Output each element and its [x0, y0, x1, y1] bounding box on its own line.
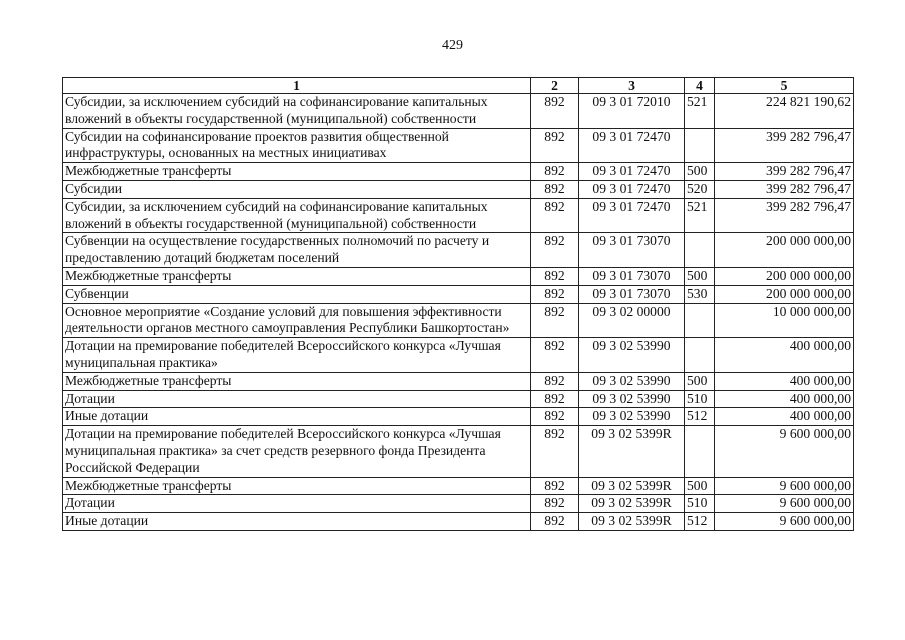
row-amount: 400 000,00 — [715, 372, 854, 390]
row-amount: 9 600 000,00 — [715, 426, 854, 477]
row-name: Дотации — [63, 495, 531, 513]
row-grbs-code: 892 — [531, 477, 579, 495]
row-amount: 9 600 000,00 — [715, 513, 854, 531]
table-header-row — [63, 78, 854, 94]
row-target-article: 09 3 01 73070 — [579, 285, 685, 303]
row-name: Дотации на премирование победителей Всероссийского конкурса «Лучшая муниципальная практика» за счет средств резервного фонда Президента Российской Федерации — [63, 426, 531, 477]
row-amount: 400 000,00 — [715, 408, 854, 426]
row-grbs-code: 892 — [531, 303, 579, 338]
row-expense-type: 521 — [685, 94, 715, 129]
row-expense-type: 500 — [685, 372, 715, 390]
row-amount: 224 821 190,62 — [715, 94, 854, 129]
row-name: Иные дотации — [63, 408, 531, 426]
table-row — [63, 338, 854, 373]
row-target-article: 09 3 02 53990 — [579, 408, 685, 426]
row-expense-type: 510 — [685, 495, 715, 513]
row-grbs-code: 892 — [531, 390, 579, 408]
row-amount: 400 000,00 — [715, 390, 854, 408]
row-target-article: 09 3 01 72470 — [579, 198, 685, 233]
row-target-article: 09 3 01 72470 — [579, 180, 685, 198]
budget-table — [62, 77, 854, 531]
row-amount: 400 000,00 — [715, 338, 854, 373]
row-expense-type — [685, 128, 715, 163]
row-name: Межбюджетные трансферты — [63, 163, 531, 181]
table-row — [63, 128, 854, 163]
row-target-article: 09 3 02 5399R — [579, 495, 685, 513]
row-expense-type: 512 — [685, 408, 715, 426]
row-target-article: 09 3 01 72470 — [579, 163, 685, 181]
row-grbs-code: 892 — [531, 163, 579, 181]
row-expense-type: 510 — [685, 390, 715, 408]
row-grbs-code: 892 — [531, 180, 579, 198]
row-name: Субсидии, за исключением субсидий на софинансирование капитальных вложений в объекты государственной (муниципальной) собственности — [63, 198, 531, 233]
row-amount: 10 000 000,00 — [715, 303, 854, 338]
page-number: 429 — [442, 38, 463, 53]
row-target-article: 09 3 02 53990 — [579, 390, 685, 408]
row-amount: 399 282 796,47 — [715, 163, 854, 181]
row-grbs-code: 892 — [531, 338, 579, 373]
table-row — [63, 198, 854, 233]
row-name: Субсидии на софинансирование проектов развития общественной инфраструктуры, основанных на местных инициативах — [63, 128, 531, 163]
table-row — [63, 303, 854, 338]
header-col-4: 4 — [685, 78, 715, 94]
row-amount: 200 000 000,00 — [715, 285, 854, 303]
row-target-article: 09 3 02 5399R — [579, 426, 685, 477]
row-target-article: 09 3 02 53990 — [579, 338, 685, 373]
row-grbs-code: 892 — [531, 128, 579, 163]
row-grbs-code: 892 — [531, 426, 579, 477]
row-grbs-code: 892 — [531, 285, 579, 303]
row-amount: 9 600 000,00 — [715, 477, 854, 495]
row-target-article: 09 3 01 73070 — [579, 267, 685, 285]
table-row — [63, 390, 854, 408]
header-col-2: 2 — [531, 78, 579, 94]
row-grbs-code: 892 — [531, 233, 579, 268]
row-expense-type — [685, 426, 715, 477]
row-expense-type — [685, 338, 715, 373]
row-amount: 399 282 796,47 — [715, 128, 854, 163]
row-name: Субвенции — [63, 285, 531, 303]
table-row — [63, 408, 854, 426]
row-amount: 200 000 000,00 — [715, 233, 854, 268]
table-row — [63, 267, 854, 285]
row-expense-type: 500 — [685, 163, 715, 181]
row-expense-type — [685, 233, 715, 268]
table-row — [63, 94, 854, 129]
row-expense-type: 521 — [685, 198, 715, 233]
row-grbs-code: 892 — [531, 495, 579, 513]
row-expense-type — [685, 303, 715, 338]
row-target-article: 09 3 01 72010 — [579, 94, 685, 129]
row-grbs-code: 892 — [531, 198, 579, 233]
table-row — [63, 285, 854, 303]
row-grbs-code: 892 — [531, 267, 579, 285]
row-expense-type: 512 — [685, 513, 715, 531]
row-name: Основное мероприятие «Создание условий для повышения эффективности деятельности органов местного самоуправления Республики Башкортостан» — [63, 303, 531, 338]
budget-table-body — [63, 78, 854, 531]
row-name: Межбюджетные трансферты — [63, 477, 531, 495]
table-row — [63, 372, 854, 390]
row-amount: 399 282 796,47 — [715, 180, 854, 198]
row-name: Иные дотации — [63, 513, 531, 531]
table-row — [63, 233, 854, 268]
table-row — [63, 495, 854, 513]
header-col-3: 3 — [579, 78, 685, 94]
row-expense-type: 520 — [685, 180, 715, 198]
row-target-article: 09 3 01 72470 — [579, 128, 685, 163]
row-target-article: 09 3 02 5399R — [579, 477, 685, 495]
row-name: Дотации на премирование победителей Всероссийского конкурса «Лучшая муниципальная практика» — [63, 338, 531, 373]
row-grbs-code: 892 — [531, 372, 579, 390]
row-grbs-code: 892 — [531, 408, 579, 426]
table-row — [63, 513, 854, 531]
row-name: Дотации — [63, 390, 531, 408]
row-amount: 399 282 796,47 — [715, 198, 854, 233]
row-name: Субвенции на осуществление государственных полномочий по расчету и предоставлению дотаций бюджетам поселений — [63, 233, 531, 268]
table-row — [63, 477, 854, 495]
table-row — [63, 163, 854, 181]
row-target-article: 09 3 02 53990 — [579, 372, 685, 390]
row-amount: 200 000 000,00 — [715, 267, 854, 285]
row-grbs-code: 892 — [531, 513, 579, 531]
row-name: Субсидии, за исключением субсидий на софинансирование капитальных вложений в объекты государственной (муниципальной) собственности — [63, 94, 531, 129]
row-amount: 9 600 000,00 — [715, 495, 854, 513]
row-name: Межбюджетные трансферты — [63, 372, 531, 390]
row-target-article: 09 3 02 5399R — [579, 513, 685, 531]
row-name: Межбюджетные трансферты — [63, 267, 531, 285]
row-name: Субсидии — [63, 180, 531, 198]
table-row — [63, 426, 854, 477]
row-expense-type: 500 — [685, 267, 715, 285]
row-target-article: 09 3 01 73070 — [579, 233, 685, 268]
row-expense-type: 530 — [685, 285, 715, 303]
header-col-1: 1 — [63, 78, 531, 94]
row-grbs-code: 892 — [531, 94, 579, 129]
header-col-5: 5 — [715, 78, 854, 94]
table-row — [63, 180, 854, 198]
row-expense-type: 500 — [685, 477, 715, 495]
row-target-article: 09 3 02 00000 — [579, 303, 685, 338]
